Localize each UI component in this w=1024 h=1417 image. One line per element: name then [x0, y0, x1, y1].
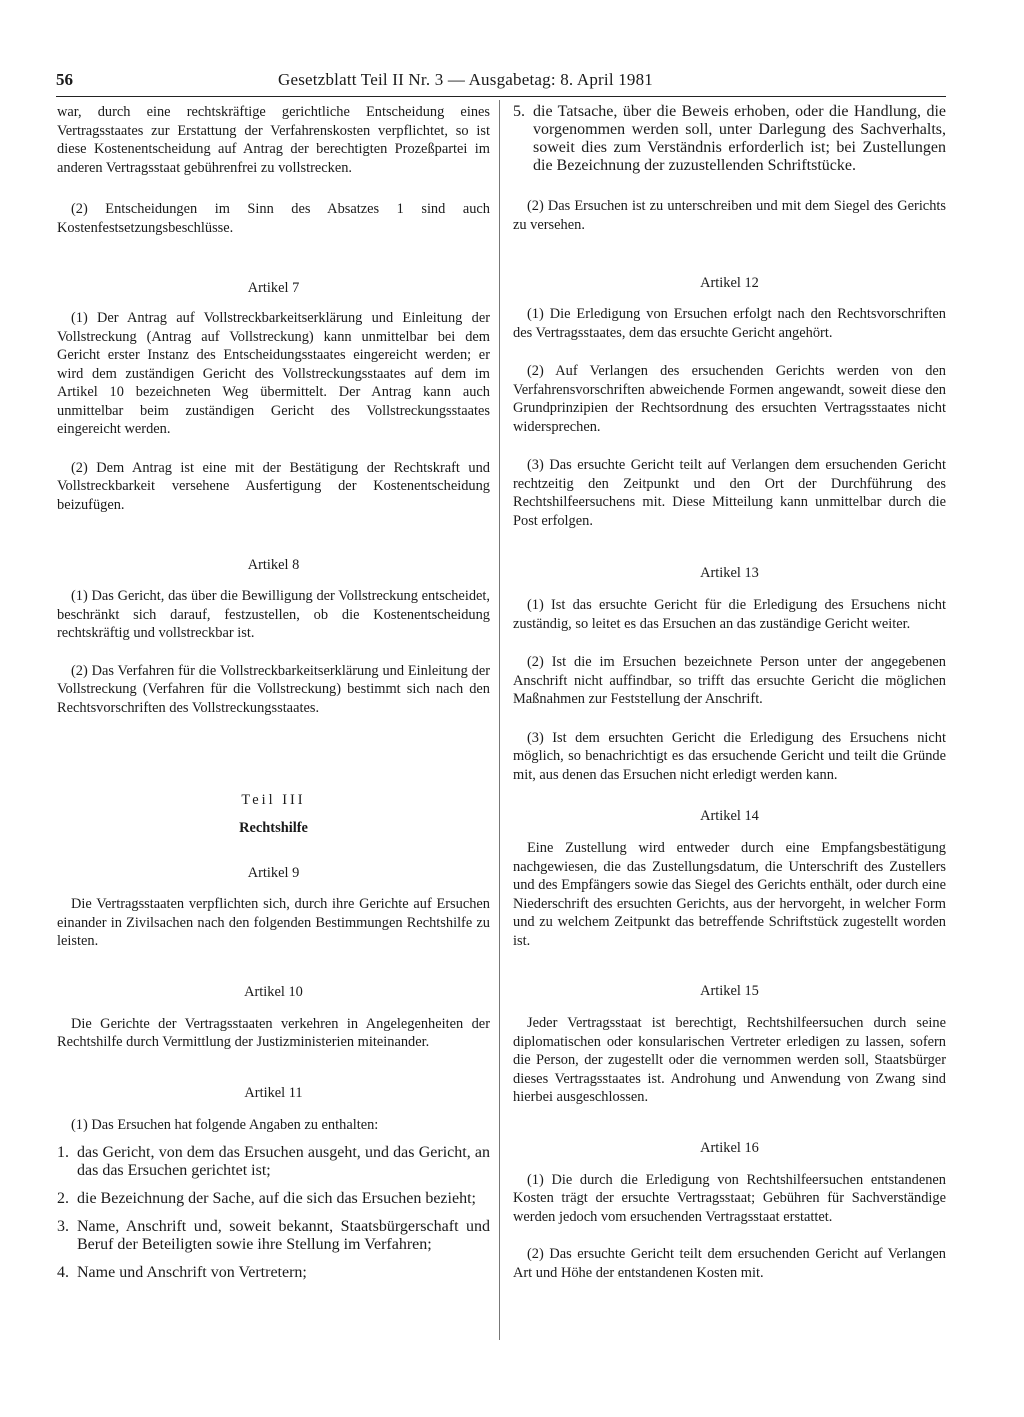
list-item — [57, 1144, 490, 1180]
paragraph: (1) Das Gericht, das über die Bewilligung der Vollstreckung entscheidet, beschränkt sich darauf, festzustellen, ob die Kostenentscheidung rechtskräftig und vollstreckbar ist. — [57, 588, 490, 641]
paragraph: (2) Auf Verlangen des ersuchenden Gerichts werden von den Verfahrensvorschriften abweichende Formen angewandt, soweit diese den Grundprinzipien der Rechtsordnung des ersuchten Vertragsstaates nicht widersprechen. — [513, 363, 946, 435]
list-item — [57, 1190, 490, 1208]
paragraph: (3) Das ersuchte Gericht teilt auf Verlangen dem ersuchenden Gericht rechtzeitig den Zeitpunkt und den Ort der Durchführung des Rechtshilfeersuchens mit. Diese Mitteilung kann unmittelbar durch die Post erfolgen. — [513, 457, 946, 529]
paragraph: (2) Das ersuchte Gericht teilt dem ersuchenden Gericht auf Verlangen Art und Höhe der entstandenen Kosten mit. — [513, 1246, 946, 1281]
paragraph: (1) Der Antrag auf Vollstreckbarkeitserklärung und Einleitung der Vollstreckung (Antrag auf Vollstreckung) kann unmittelbar bei dem Gericht erster Instanz des Entscheidungsstaates eingereicht werden; er wird dem zuständigen Gericht des Vollstreckungsstaates auf dem im Artikel 10 bezeichneten Weg übermittelt. Der Antrag kann auch unmittelbar beim zuständigen Gericht des Vollstreckungsstaates eingereicht werden. — [57, 310, 490, 437]
page-header — [56, 70, 946, 96]
article-heading: Artikel 10 — [244, 983, 303, 1000]
list-item — [57, 1264, 490, 1282]
paragraph: war, durch eine rechtskräftige gerichtliche Entscheidung eines Vertragsstaates zur Erstattung der Verfahrenskosten verpflichtet, so ist diese Kostenentscheidung auf Antrag der berechtigten Prozeßpartei im anderen Vertragsstaat gebührenfrei zu vollstrecken. — [57, 104, 490, 176]
list-item-text: Name und Anschrift von Vertretern; — [77, 1264, 307, 1281]
article-heading: Artikel 16 — [700, 1139, 759, 1156]
paragraph: (3) Ist dem ersuchten Gericht die Erledigung des Ersuchens nicht möglich, so benachrichtigt es das ersuchende Gericht und teilt die Gründe mit, aus denen das Ersuchen nicht erledigt werden kann. — [513, 729, 946, 783]
list-item-number: 5. — [513, 103, 525, 120]
header-title: Gesetzblatt Teil II Nr. 3 — Ausgabetag: 8. April 1981 — [278, 70, 654, 89]
article-heading: Artikel 8 — [247, 557, 300, 573]
article-heading: Artikel 7 — [247, 280, 300, 296]
paragraph: (2) Entscheidungen im Sinn des Absatzes 1 sind auch Kostenfestsetzungsbeschlüsse. — [57, 201, 490, 236]
paragraph: Jeder Vertragsstaat ist berechtigt, Rechtshilfeersuchen durch seine diplomatischen oder konsularischen Vertreter erledigen zu lassen, sofern die Person, der zugestellt oder die vernommen werden soll, Staatsbürger dieses Vertragsstaates ist. Androhung und Anwendung von Zwang sind hierbei ausgeschlossen. — [513, 1015, 946, 1105]
column-divider — [499, 100, 500, 1340]
part-subheading: Rechtshilfe — [239, 820, 308, 836]
right-column — [513, 103, 946, 1282]
list-item-text: die Tatsache, über die Beweis erhoben, oder die Handlung, die vorgenommen werden soll, unter Darlegung des Sachverhalts, soweit dies zum Verständnis erforderlich ist; bei Zustellungen die Bezeichnung der zuzustellenden Schriftstücke. — [533, 103, 946, 174]
paragraph: (1) Ist das ersuchte Gericht für die Erledigung des Ersuchens nicht zuständig, so leitet es das Ersuchen an das zuständige Gericht weiter. — [513, 597, 946, 632]
header-rule — [56, 96, 946, 97]
list-item-number: 1. — [57, 1144, 69, 1161]
paragraph: (2) Ist die im Ersuchen bezeichnete Person unter der angegebenen Anschrift nicht auffindbar, so trifft das ersuchte Gericht die möglichen Maßnahmen zur Feststellung der Anschrift. — [513, 654, 946, 707]
page-number: 56 — [56, 70, 73, 89]
paragraph: (2) Das Ersuchen ist zu unterschreiben und mit dem Siegel des Gerichts zu versehen. — [513, 198, 946, 233]
article-heading: Artikel 15 — [700, 983, 759, 999]
list-item — [513, 103, 946, 175]
paragraph: (1) Die durch die Erledigung von Rechtshilfeersuchen entstandenen Kosten trägt der ersuchte Vertragsstaat; Gebühren für Sachverständige werden jedoch vom ersuchenden Vertragsstaat erstattet. — [513, 1171, 946, 1225]
article-heading: Artikel 12 — [700, 275, 759, 291]
article-heading: Artikel 14 — [700, 808, 759, 824]
article-heading: Artikel 13 — [700, 565, 759, 581]
list-item-number: 2. — [57, 1190, 69, 1207]
list-item-number: 4. — [57, 1264, 69, 1281]
paragraph: (2) Dem Antrag ist eine mit der Bestätigung der Rechtskraft und Vollstreckbarkeit versehene Ausfertigung der Kostenentscheidung beizufügen. — [57, 459, 490, 513]
article-heading: Artikel 11 — [244, 1084, 303, 1101]
left-column — [57, 103, 490, 1282]
article-heading: Artikel 9 — [247, 865, 300, 881]
paragraph: Eine Zustellung wird entweder durch eine Empfangsbestätigung nachgewiesen, die das Zustellungsdatum, die Unterschrift des Zustellers und des Empfängers sowie das Siegel des Gerichts enthält, oder durch eine Niederschrift des ersuchten Gerichts, aus der hervorgeht, in welcher Form und zu welchem Zeitpunkt das betreffende Schriftstück zugestellt worden ist. — [513, 840, 946, 949]
list-item-number: 3. — [57, 1218, 69, 1235]
paragraph: Die Gerichte der Vertragsstaaten verkehren in Angelegenheiten der Rechtshilfe durch Vermittlung der Justizministerien miteinander. — [57, 1015, 490, 1050]
part-heading: Teil III — [241, 792, 306, 808]
paragraph: Die Vertragsstaaten verpflichten sich, durch ihre Gerichte auf Ersuchen einander in Zivilsachen nach den folgenden Bestimmungen Rechtshilfe zu leisten. — [57, 896, 490, 949]
paragraph: (1) Das Ersuchen hat folgende Angaben zu enthalten: — [71, 1116, 379, 1133]
paragraph: (2) Das Verfahren für die Vollstreckbarkeitserklärung und Einleitung der Vollstreckung (Verfahren für die Vollstreckung) bestimmt sich nach den Rechtsvorschriften des Vollstreckungsstaates. — [57, 662, 490, 716]
list-item-text: die Bezeichnung der Sache, auf die sich das Ersuchen bezieht; — [77, 1190, 476, 1207]
list-item — [57, 1218, 490, 1254]
list-item-text: das Gericht, von dem das Ersuchen ausgeht, und das Gericht, an das das Ersuchen gerichtet ist; — [77, 1144, 490, 1179]
list-item-text: Name, Anschrift und, soweit bekannt, Staatsbürgerschaft und Beruf der Beteiligten sowie ihre Stellung im Verfahren; — [77, 1218, 490, 1253]
paragraph: (1) Die Erledigung von Ersuchen erfolgt nach den Rechtsvorschriften des Vertragsstaates, dem das ersuchte Gericht angehört. — [513, 306, 946, 341]
